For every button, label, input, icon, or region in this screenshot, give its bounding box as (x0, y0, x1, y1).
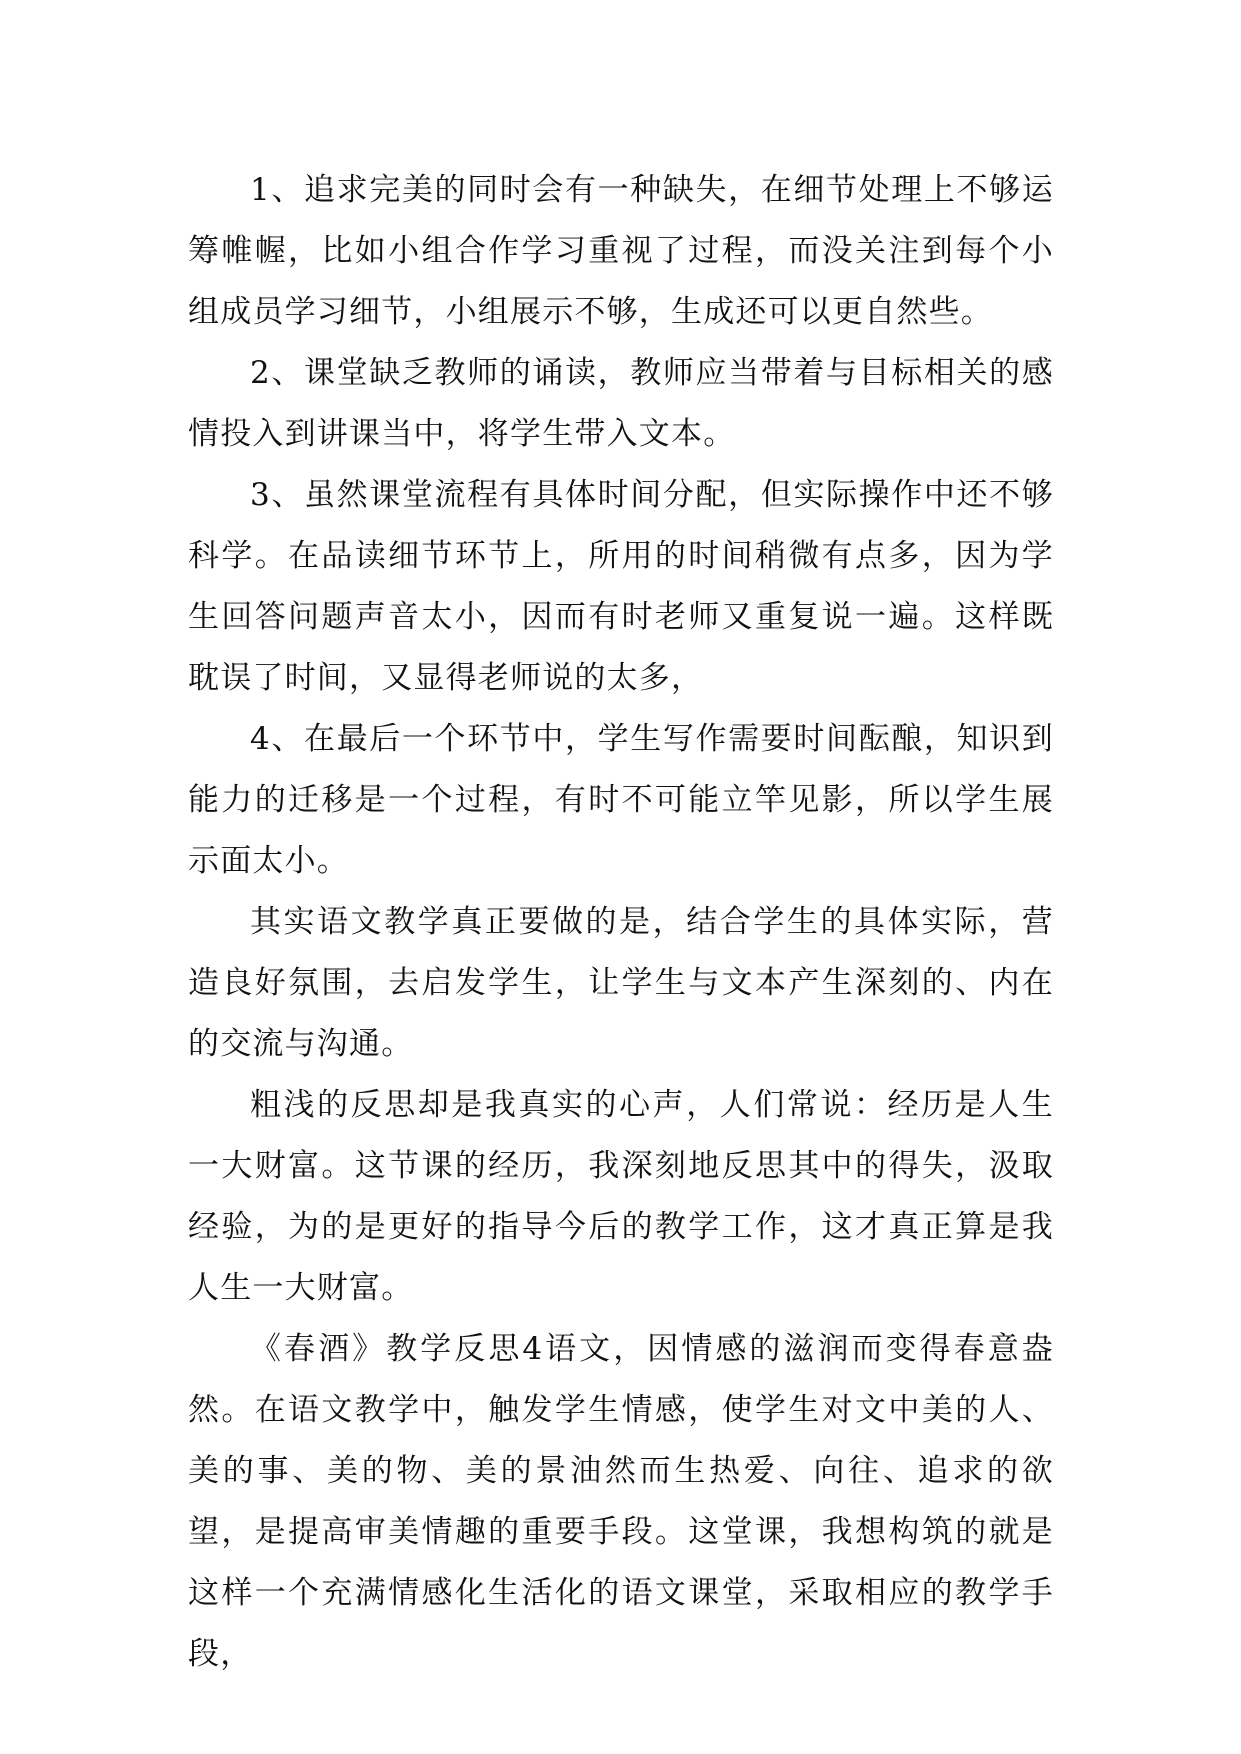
paragraph-conclusion: 粗浅的反思却是我真实的心声，人们常说：经历是人生一大财富。这节课的经历，我深刻地反思其中的得失，汲取经验，为的是更好的指导今后的教学工作，这才真正算是我人生一大财富。 (188, 1087, 1054, 1306)
paragraph-reflection-1: 1、追求完美的同时会有一种缺失，在细节处理上不够运筹帷幄，比如小组合作学习重视了过程，而没关注到每个小组成员学习细节，小组展示不够，生成还可以更自然些。 (188, 172, 1054, 330)
paragraph-reflection-4: 4、在最后一个环节中，学生写作需要时间酝酿，知识到能力的迁移是一个过程，有时不可能立竿见影，所以学生展示面太小。 (188, 721, 1054, 879)
paragraph-teaching-goal: 其实语文教学真正要做的是，结合学生的具体实际，营造良好氛围，去启发学生，让学生与文本产生深刻的、内在的交流与沟通。 (188, 904, 1054, 1062)
paragraph-chunjiu-reflection-4: 《春酒》教学反思4语文，因情感的滋润而变得春意盎然。在语文教学中，触发学生情感，使学生对文中美的人、美的事、美的物、美的景油然而生热爱、向往、追求的欲望，是提高审美情趣的重要手段。这堂课，我想构筑的就是这样一个充满情感化生活化的语文课堂，采取相应的教学手段， (188, 1331, 1054, 1672)
paragraph-reflection-3: 3、虽然课堂流程有具体时间分配，但实际操作中还不够科学。在品读细节环节上，所用的时间稍微有点多，因为学生回答问题声音太小，因而有时老师又重复说一遍。这样既耽误了时间，又显得老师说的太多， (188, 477, 1054, 696)
paragraph-reflection-2: 2、课堂缺乏教师的诵读，教师应当带着与目标相关的感情投入到讲课当中，将学生带入文本。 (188, 355, 1054, 452)
document-body (188, 160, 1054, 1685)
